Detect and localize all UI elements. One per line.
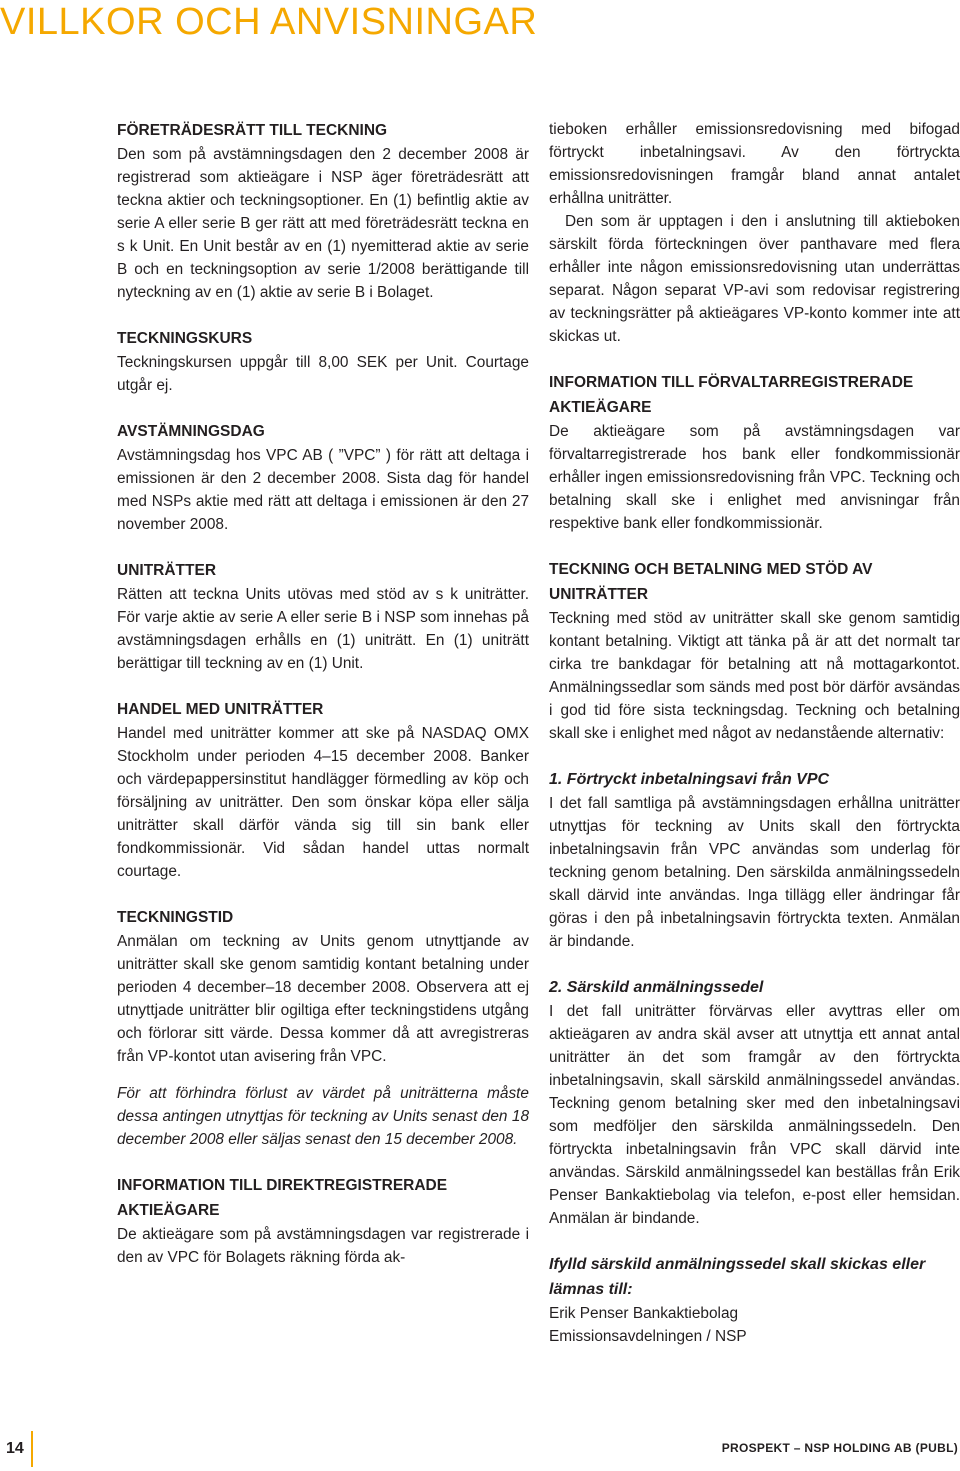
left-column: [117, 118, 529, 1269]
heading-teckningstid: TECKNINGSTID: [117, 909, 234, 926]
heading-teckningskurs: TECKNINGSKURS: [117, 330, 253, 347]
text-teckningskurs: Teckningskursen uppgår till 8,00 SEK per Unit. Courtage utgår ej.: [117, 354, 529, 394]
heading-teckning-och-betalning: TECKNING OCH BETALNING MED STÖD AV UNITRÄTTER: [549, 561, 873, 603]
heading-avstamningsdag: AVSTÄMNINGSDAG: [117, 423, 265, 440]
page-number: 14: [6, 1440, 24, 1457]
footer-divider: [31, 1431, 33, 1467]
text-alternativ-1: I det fall samtliga på avstämningsdagen erhållna uniträtter utnyttjas för teckning av Units skall den förtryckta inbetalningsavin från VPC användas som underlag för teckning genom betalning. Den särskilda anmälningssedeln skall därvid inte användas. Inga tillägg eller ändringar får göras i den på inbetalningsavin förtryckta texten. Anmälan är bindande.: [549, 795, 960, 950]
text-unitratter: Rätten att teckna Units utövas med stöd av s k uniträtter. För varje aktie av serie A eller serie B i NSP som innehas på avstämningsdagen erhålls en (1) uniträtt. En (1) uniträtt berättigar till teckning av en (1) Unit.: [117, 586, 529, 672]
text-alternativ-2: I det fall uniträtter förvärvas eller avyttras eller om aktieägaren av andra skäl avser att utnyttja ett annat antal uniträtter än det som framgår av den förtryckta inbetalningsavin, skall särskild anmälningssedel användas. Teckning genom betalning sker med den inbetalningsavi som medföljer den särskilda anmälningssedeln. Den förtryckta inbetalningsavin från VPC skall därvid inte användas. Särskild anmälningssedel kan beställas från Erik Penser Bankaktiebolag via telefon, e-post eller hemsidan. Anmälan är bindande.: [549, 1003, 960, 1227]
text-teckning-och-betalning: Teckning med stöd av uniträtter skall ske genom samtidig kontant betalning. Viktigt att tänka på är att det normalt tar cirka tre bankdagar för betalning att nå mottagarkontot. Anmälningssedlar som sänds med post bör därför avsändas i god tid före sista teckningsdag. Teckning och betalning skall ske i enlighet med något av nedanstående alternativ:: [549, 610, 960, 742]
heading-unitratter: UNITRÄTTER: [117, 562, 217, 579]
note-teckningstid: För att förhindra förlust av värdet på uniträtterna måste dessa antingen utnyttjas för teckning av Units senast den 18 december 2008 eller säljas senast den 15 december 2008.: [117, 1085, 529, 1148]
text-handel-med-unitratter: Handel med uniträtter kommer att ske på NASDAQ OMX Stockholm under perioden 4–15 december 2008. Banker och värdepappersinstitut handlägger förmedling av köp och försäljning av uniträtter. Den som önskar köpa eller sälja uniträtter skall därför vända sig till sin bank eller fondkommissionär. Vid sådan handel uttas normalt courtage.: [117, 725, 529, 880]
heading-direktregistrerade: INFORMATION TILL DIREKTREGISTRERADE AKTIEÄGARE: [117, 1177, 448, 1219]
page-title: VILLKOR OCH ANVISNINGAR: [0, 1, 538, 43]
text-direktregistrerade-cont: tieboken erhåller emissionsredovisning med bifogad förtryckt inbetalningsavi. Av den förtryckta emissionsredovisningen framgår bland annat antalet erhållna uniträtter.: [549, 121, 960, 207]
right-column: [549, 118, 960, 1348]
text-forvaltarregistrerade: De aktieägare som på avstämningsdagen var förvaltarregistrerade hos bank eller fondkommissionär erhåller ingen emissionsredovisning från VPC. Teckning och betalning skall ske i enlighet med anvisningar från respektive bank eller fondkommissionär.: [549, 423, 960, 532]
address-line-2: Emissionsavdelningen / NSP: [549, 1328, 747, 1345]
text-direktregistrerade-cont2: Den som är upptagen i den i anslutning till aktieboken särskilt förda förteckningen över panthavare med flera erhåller inte någon emissionsredovisning utan underrättas separat. Någon separat VP-avi som redovisar registrering av teckningsrätter på aktieägares VP-konto kommer inte att skickas ut.: [549, 213, 960, 345]
text-teckningstid: Anmälan om teckning av Units genom utnyttjande av uniträtter skall ske genom samtidig kontant betalning under perioden 4 december–18 december 2008. Observera att ej utnyttjade uniträtter blir ogiltiga efter teckningstidens utgång och förlorar sitt värde. Dessa kommer då att avregistreras från VP-kontot utan avisering från VPC.: [117, 933, 529, 1065]
heading-alternativ-1: 1. Förtryckt inbetalningsavi från VPC: [549, 771, 830, 788]
address-line-1: Erik Penser Bankaktiebolag: [549, 1305, 739, 1322]
text-direktregistrerade: De aktieägare som på avstämningsdagen var registrerade i den av VPC för Bolagets räkning förda ak-: [117, 1226, 529, 1266]
text-foretradesratt: Den som på avstämningsdagen den 2 december 2008 är registrerad som aktieägare i NSP äger företrädesrätt att teckna aktier och teckningsoptioner. En (1) befintlig aktie av serie A eller serie B ger rätt att med företrädesrätt teckna en s k Unit. En Unit består av en (1) nyemitterad aktie av serie B och en teckningsoption av serie 1/2008 berättigande till nyteckning av en (1) aktie av serie B i Bolaget.: [117, 146, 529, 301]
text-avstamningsdag: Avstämningsdag hos VPC AB ( ”VPC” ) för rätt att deltaga i emissionen är den 2 december 2008. Sista dag för handel med NSPs aktie med rätt att deltaga i emissionen är den 27 november 2008.: [117, 447, 529, 533]
publication-name: PROSPEKT – NSP HOLDING AB (PUBL): [721, 1441, 958, 1455]
heading-skickas-till: Ifylld särskild anmälningssedel skall skickas eller lämnas till:: [549, 1256, 926, 1298]
heading-handel-med-unitratter: HANDEL MED UNITRÄTTER: [117, 701, 324, 718]
heading-forvaltarregistrerade: INFORMATION TILL FÖRVALTARREGISTRERADE AKTIEÄGARE: [549, 374, 914, 416]
heading-foretradesratt: FÖRETRÄDESRÄTT TILL TECKNING: [117, 122, 388, 139]
heading-alternativ-2: 2. Särskild anmälningssedel: [549, 979, 764, 996]
